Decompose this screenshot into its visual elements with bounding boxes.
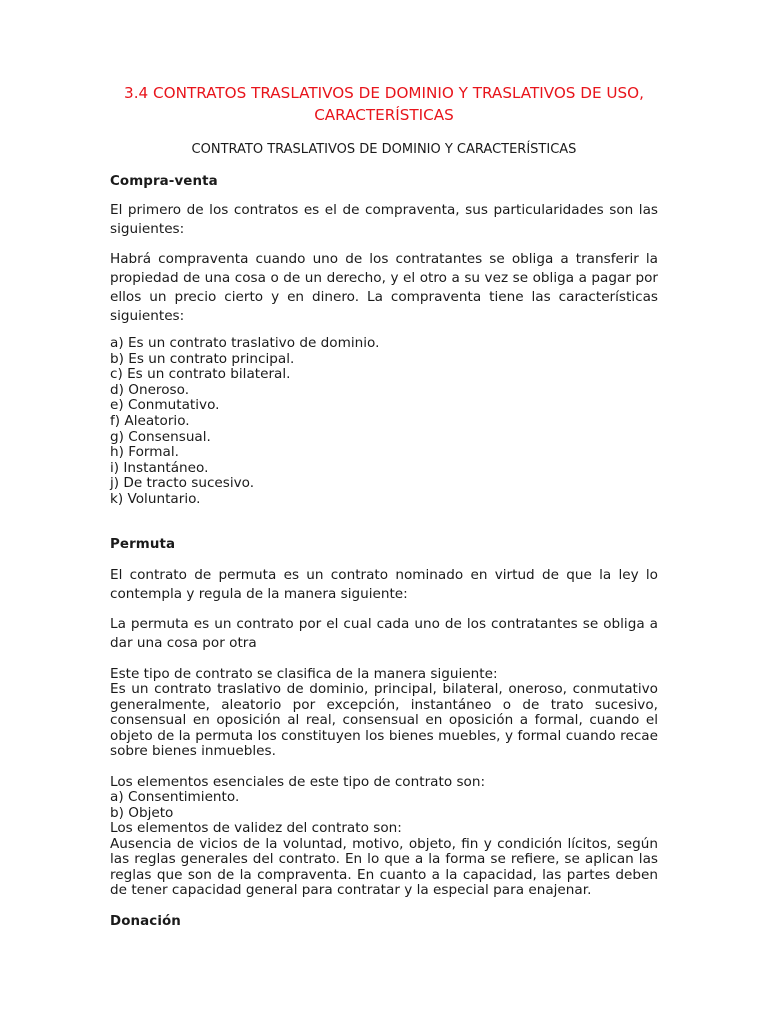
section-heading: CONTRATO TRASLATIVOS DE DOMINIO Y CARACTERÍSTICAS bbox=[191, 142, 577, 157]
list-item: h) Formal. bbox=[110, 444, 179, 461]
donacion-section bbox=[110, 913, 658, 931]
list-item: e) Conmutativo. bbox=[110, 397, 220, 414]
permuta-heading: Permuta bbox=[110, 536, 176, 552]
compraventa-characteristics-list bbox=[110, 336, 658, 508]
list-item: c) Es un contrato bilateral. bbox=[110, 366, 291, 383]
list-item: b) Objeto bbox=[110, 804, 174, 821]
compraventa-heading: Compra-venta bbox=[110, 174, 218, 189]
list-item: g) Consensual. bbox=[110, 428, 211, 445]
list-item: f) Aleatorio. bbox=[110, 412, 190, 429]
document-page bbox=[110, 82, 658, 931]
donacion-heading: Donación bbox=[110, 913, 181, 929]
list-item: a) Es un contrato traslativo de dominio. bbox=[110, 335, 380, 351]
list-item: k) Voluntario. bbox=[110, 490, 201, 507]
list-item: a) Consentimiento. bbox=[110, 789, 240, 806]
permuta-validity-body: Ausencia de vicios de la voluntad, motivo, objeto, fin y condición lícitos, según las reglas generales del contrato. En lo que a la forma se refiere, se aplican las reglas que son de la compraventa. En cuanto a la capacidad, las partes deben de tener capacidad general para contratar y la especial para enajenar. bbox=[110, 835, 658, 899]
list-item: d) Oneroso. bbox=[110, 381, 190, 398]
permuta-classification bbox=[110, 667, 658, 760]
list-item: i) Instantáneo. bbox=[110, 459, 209, 476]
permuta-section bbox=[110, 536, 658, 899]
permuta-paragraph-1: El contrato de permuta es un contrato nominado en virtud de que la ley lo contempla y regula de la manera siguiente: bbox=[110, 566, 658, 602]
permuta-elements bbox=[110, 775, 658, 899]
compraventa-section bbox=[110, 173, 658, 508]
permuta-paragraph-2: La permuta es un contrato por el cual cada uno de los contratantes se obliga a dar una cosa por otra bbox=[110, 615, 658, 651]
list-item: j) De tracto sucesivo. bbox=[110, 475, 255, 492]
compraventa-paragraph-1: El primero de los contratos es el de compraventa, sus particularidades son las siguientes: bbox=[110, 202, 658, 237]
compraventa-paragraph-2: Habrá compraventa cuando uno de los contratantes se obliga a transferir la propiedad de una cosa o de un derecho, y el otro a su vez se obliga a pagar por ellos un precio cierto y en dinero. La compraventa tiene las características siguientes: bbox=[110, 251, 658, 324]
permuta-classification-intro: Este tipo de contrato se clasifica de la manera siguiente: bbox=[110, 665, 498, 682]
document-title: 3.4 CONTRATOS TRASLATIVOS DE DOMINIO Y TRASLATIVOS DE USO, CARACTERÍSTICAS bbox=[124, 84, 644, 124]
permuta-classification-body: Es un contrato traslativo de dominio, principal, bilateral, oneroso, conmutativo generalmente, aleatorio por excepción, instantáneo o de trato sucesivo, consensual en oposición al real, consensual en oposición a formal, cuando el objeto de la permuta los constituyen los bienes muebles, y formal cuando recae sobre bienes inmuebles. bbox=[110, 681, 658, 760]
permuta-validity-intro: Los elementos de validez del contrato son: bbox=[110, 820, 402, 837]
list-item: b) Es un contrato principal. bbox=[110, 350, 295, 367]
permuta-elements-intro: Los elementos esenciales de este tipo de contrato son: bbox=[110, 773, 486, 790]
